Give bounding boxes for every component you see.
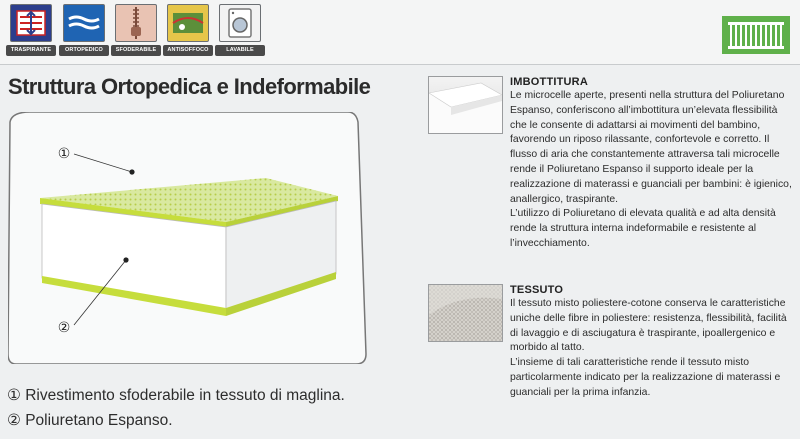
legend-item-2: ② Poliuretano Espanso. — [7, 412, 173, 429]
crib-icon — [722, 16, 790, 54]
zipper-icon — [115, 4, 157, 42]
feature-sfoderabile — [111, 4, 161, 56]
breathable-icon — [10, 4, 52, 42]
imbottitura-heading: IMBOTTITURA — [510, 76, 588, 88]
imbottitura-para-1: Le microcelle aperte, presenti nella struttura del Poliuretano Espanso, conferiscono all’imbottitura un’elevata flessibilità che le consente di adattarsi ai movimenti del bambino, favorendo un riposo rilassante, confortevole e corretto. Il flusso di aria che constantemente attraversa tali microcelle rende il Poliuretano Espanso il supporto ideale per la realizzazione di materassi e guanciali per bambini: è igienico, anallergico, traspirante. — [510, 90, 792, 205]
feature-ortopedico — [59, 4, 109, 56]
fabric-sample-image — [428, 284, 503, 342]
page-title: Struttura Ortopedica e Indeformabile — [8, 74, 371, 99]
feature-antisoffoco — [163, 4, 213, 56]
legend-item-1: ① Rivestimento sfoderabile in tessuto di maglina. — [7, 387, 345, 404]
anti-suffocation-icon — [167, 4, 209, 42]
marker-2: ② — [57, 320, 71, 336]
foam-sample-image — [428, 76, 503, 134]
icon-label: ANTISOFFOCO — [163, 45, 213, 56]
imbottitura-para-2: L’utilizzo di Poliuretano di elevata qualità e ad alta densità rende la struttura interna indeformabile e resistente al l’invecchiamento. — [510, 208, 776, 249]
feature-lavabile — [215, 4, 265, 56]
icon-label: ORTOPEDICO — [59, 45, 109, 56]
feature-traspirante — [6, 4, 56, 56]
tessuto-text — [510, 297, 792, 401]
tessuto-heading: TESSUTO — [510, 284, 564, 296]
imbottitura-text — [510, 89, 792, 252]
icon-label: LAVABILE — [215, 45, 265, 56]
marker-1: ① — [57, 146, 71, 162]
mattress-diagram — [8, 112, 368, 364]
tessuto-para-1: Il tessuto misto poliestere-cotone conserva le caratteristiche uniche delle fibre in poliestere: resistenza, flessibilità, facilità di lavaggio e di asciugatura è traspirante, ipoallergenico e morbido al tatto. — [510, 298, 787, 354]
washing-machine-icon — [219, 4, 261, 42]
icon-label: SFODERABILE — [111, 45, 161, 56]
orthopedic-icon — [63, 4, 105, 42]
tessuto-para-2: L’insieme di tali caratteristiche rende il tessuto misto particolarmente indicato per la realizzazione di materassi e guanciali per la prima infanzia. — [510, 357, 781, 398]
icon-label: TRASPIRANTE — [6, 45, 56, 56]
